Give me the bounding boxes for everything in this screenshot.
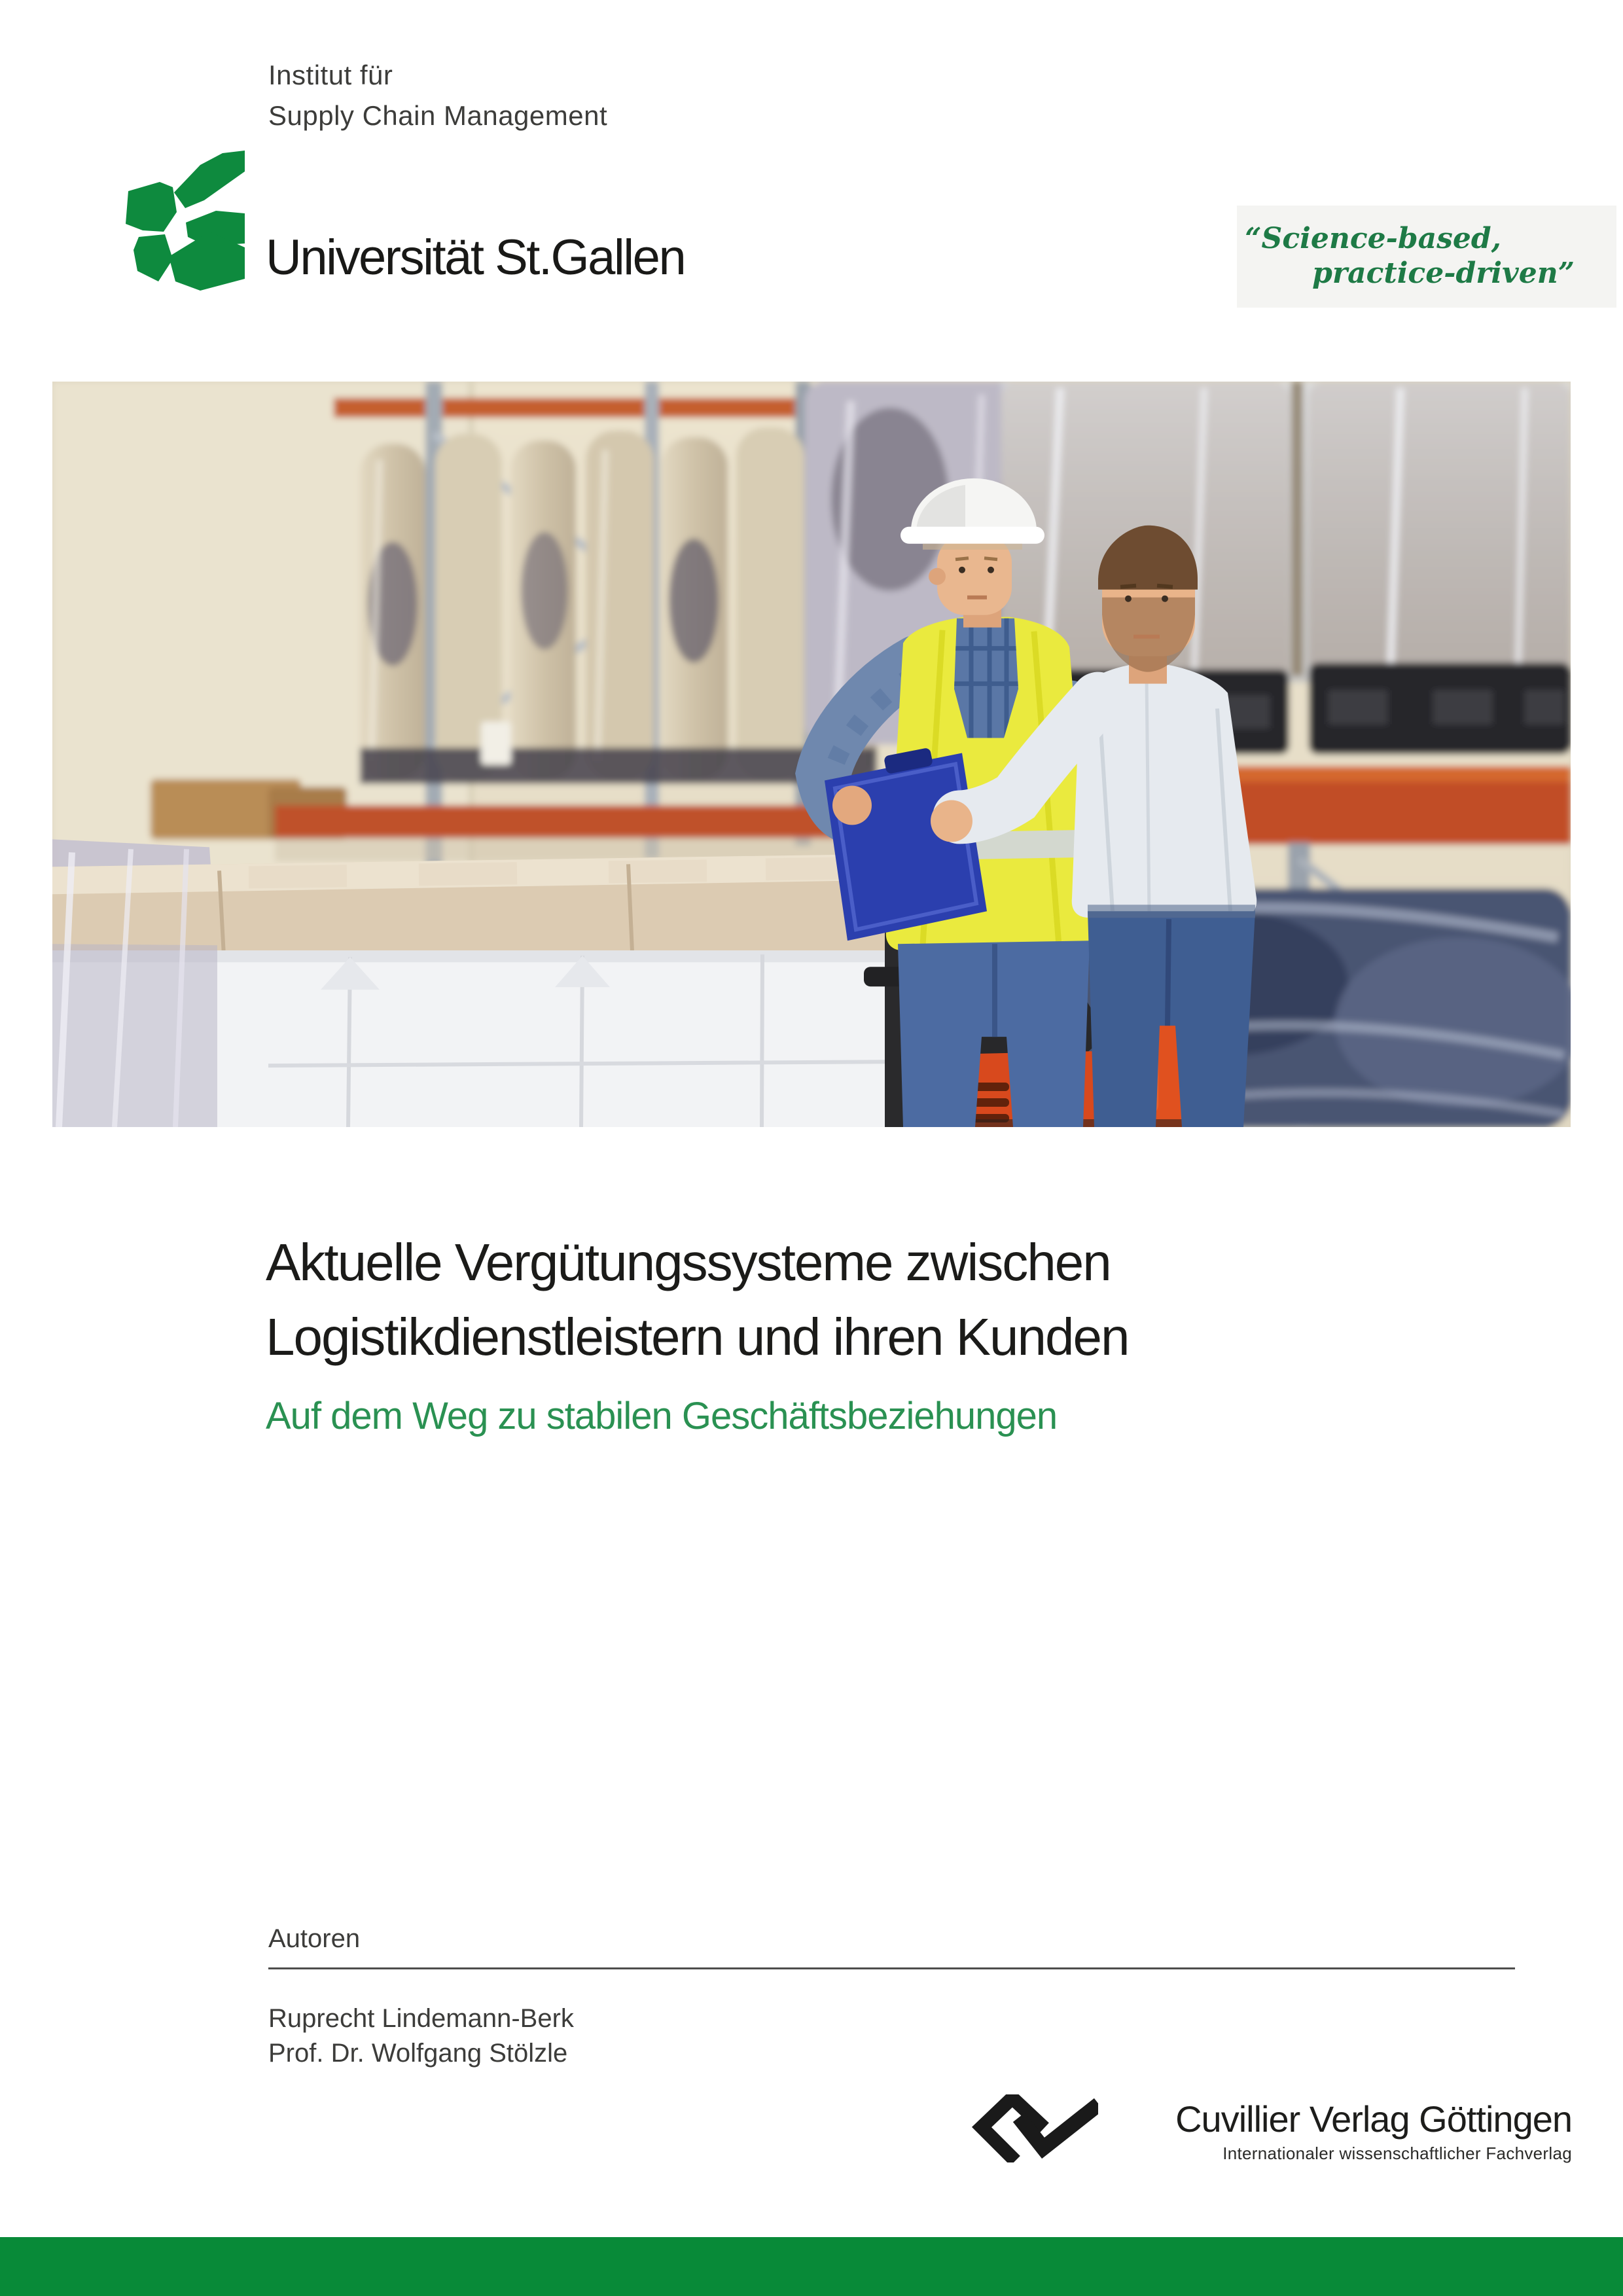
publisher-tagline: Internationaler wissenschaftlicher Fachverlag	[1222, 2144, 1572, 2163]
bottom-accent-bar	[0, 2237, 1623, 2296]
warehouse-illustration	[52, 382, 1571, 1127]
book-subtitle: Auf dem Weg zu stabilen Geschäftsbeziehungen	[266, 1395, 1058, 1437]
publisher-name: Cuvillier Verlag Göttingen	[1175, 2098, 1572, 2140]
slogan-line2: practice-driven”	[1312, 257, 1575, 290]
slogan	[1237, 206, 1616, 308]
slogan-line1: “Science-based,	[1245, 222, 1501, 255]
university-logo-icon	[123, 151, 245, 291]
institute-name	[268, 55, 607, 136]
title-line1: Aktuelle Vergütungssysteme zwischen	[266, 1233, 1111, 1291]
author-name-1: Ruprecht Lindemann-Berk	[268, 2004, 574, 2033]
author-name-2: Prof. Dr. Wolfgang Stölzle	[268, 2039, 568, 2068]
cover-photo	[52, 382, 1571, 1127]
authors-list	[268, 2001, 574, 2071]
university-name: Universität St.Gallen	[266, 230, 685, 285]
institute-line2: Supply Chain Management	[268, 100, 608, 131]
book-title	[266, 1225, 1128, 1374]
publisher-logo-icon	[970, 2094, 1098, 2162]
publisher-text	[1113, 2098, 1572, 2164]
title-line2: Logistikdienstleistern und ihren Kunden	[266, 1308, 1129, 1366]
authors-divider	[268, 1967, 1515, 1969]
institute-line1: Institut für	[268, 60, 393, 90]
authors-label: Autoren	[268, 1924, 361, 1953]
